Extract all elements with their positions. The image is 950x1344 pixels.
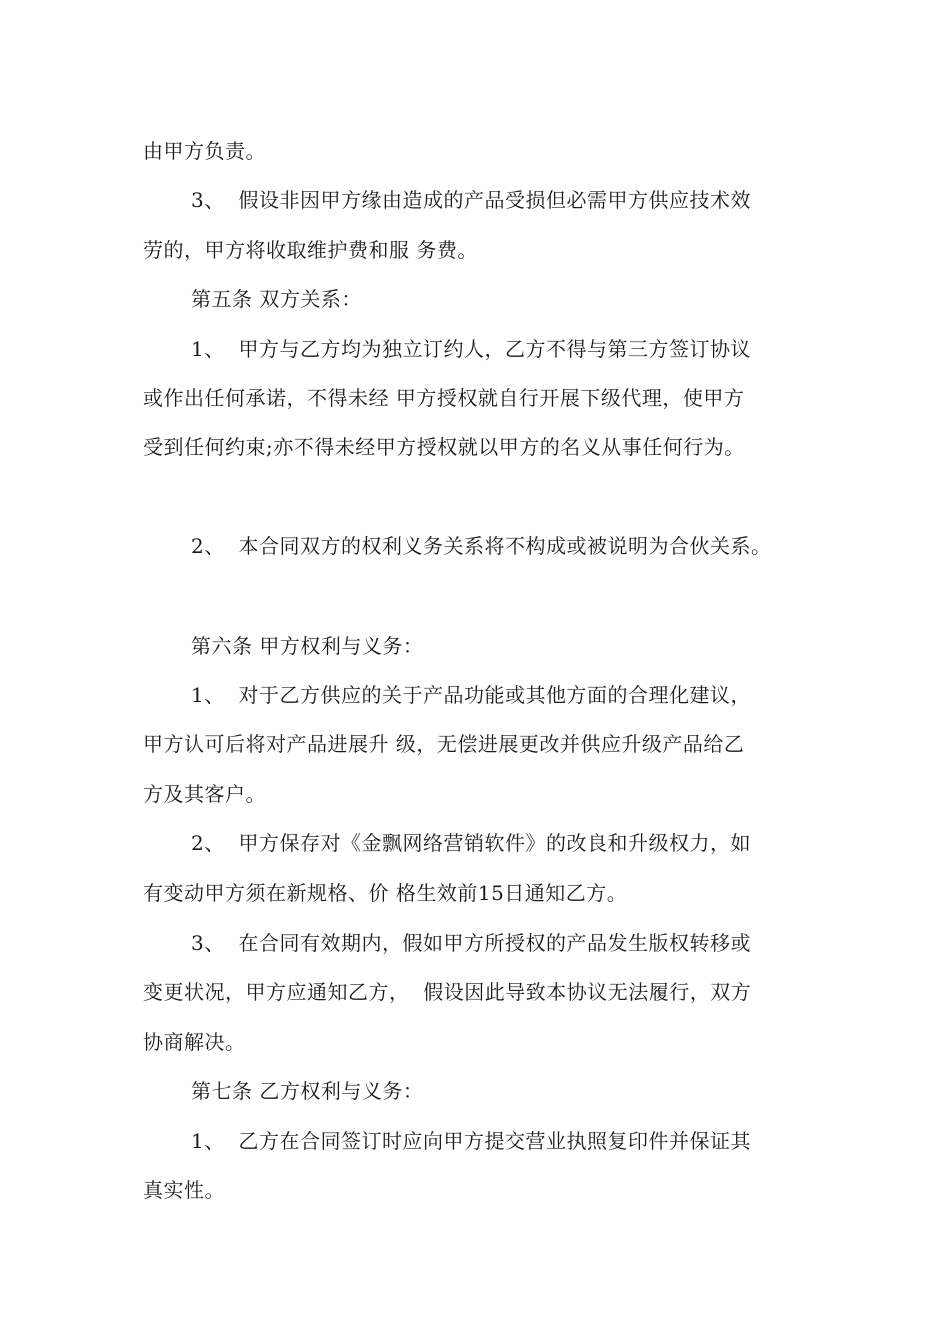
section-heading: 第五条 双方关系： <box>191 287 362 311</box>
text-line: 有变动甲方须在新规格、价 格生效前15日通知乙方。 <box>143 881 628 905</box>
text-line: 变更状况，甲方应通知乙方， 假设因此导致本协议无法履行，双方 <box>143 980 752 1004</box>
text-line: 或作出任何承诺，不得未经 甲方授权就自行开展下级代理，使甲方 <box>143 386 745 410</box>
text-line: 2、 甲方保存对《金飘网络营销软件》的改良和升级权力，如 <box>191 831 751 855</box>
text-line: 2、 本合同双方的权利义务关系将不构成或被说明为合伙关系。 <box>191 534 772 558</box>
text-line: 1、 对于乙方供应的关于产品功能或其他方面的合理化建议， <box>191 683 751 707</box>
text-line: 由甲方负责。 <box>143 139 266 163</box>
text-line: 3、 假设非因甲方缘由造成的产品受损但必需甲方供应技术效 <box>191 188 751 212</box>
text-line: 真实性。 <box>143 1178 225 1202</box>
text-line: 甲方认可后将对产品进展升 级，无偿进展更改并供应升级产品给乙 <box>143 732 745 756</box>
text-line: 受到任何约束;亦不得未经甲方授权就以甲方的名义从事任何行为。 <box>143 435 745 459</box>
section-heading: 第六条 甲方权利与义务： <box>191 634 424 658</box>
text-line: 劳的，甲方将收取维护费和服 务费。 <box>143 238 478 262</box>
section-heading: 第七条 乙方权利与义务： <box>191 1079 424 1103</box>
text-line: 1、 乙方在合同签订时应向甲方提交营业执照复印件并保证其 <box>191 1129 751 1153</box>
text-line: 方及其客户。 <box>143 782 266 806</box>
text-line: 1、 甲方与乙方均为独立订约人，乙方不得与第三方签订协议 <box>191 337 751 361</box>
text-line: 3、 在合同有效期内，假如甲方所授权的产品发生版权转移或 <box>191 931 751 955</box>
text-line: 协商解决。 <box>143 1030 246 1054</box>
